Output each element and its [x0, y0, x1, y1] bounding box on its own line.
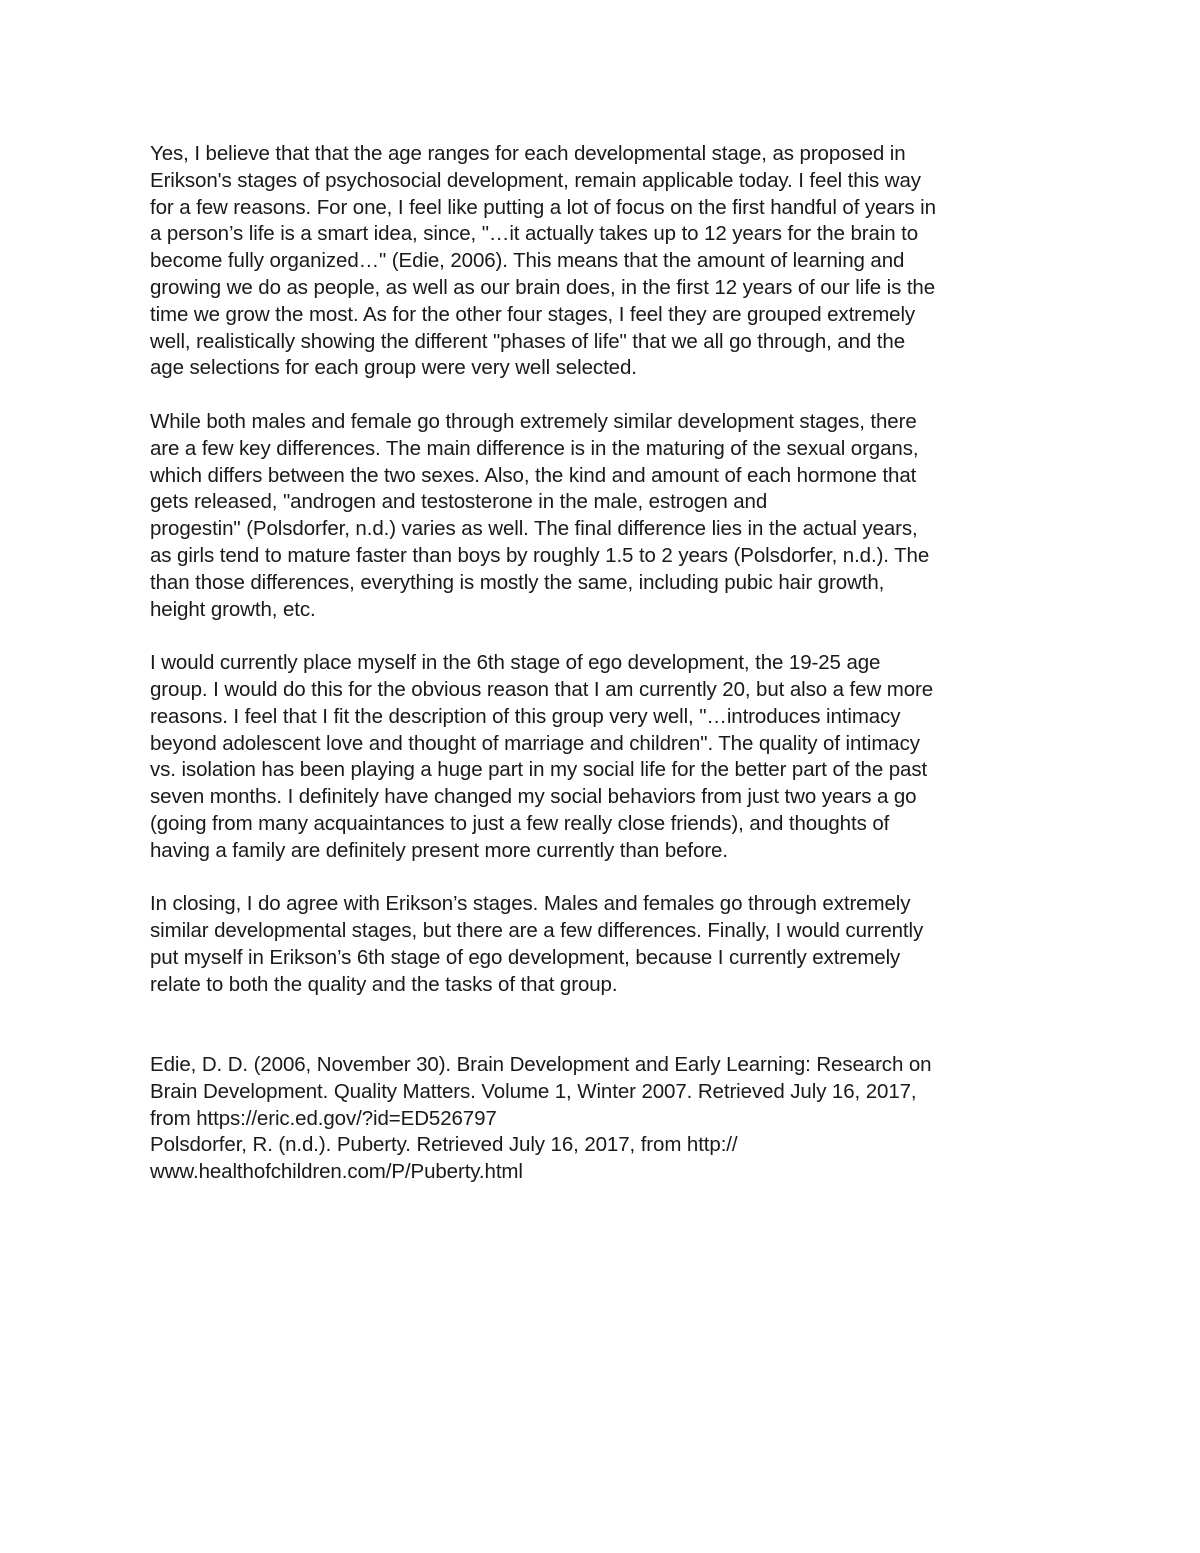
- document-body: [150, 141, 1055, 1186]
- reference-edie: Edie, D. D. (2006, November 30). Brain Development and Early Learning: Research on Brain Development. Quality Matters. Volume 1, Winter 2007. Retrieved July 16, 2017, from https://eric.ed.gov/?id=ED526797: [150, 1053, 932, 1130]
- references-section: [150, 1052, 1055, 1186]
- paragraph-intro: Yes, I believe that that the age ranges for each developmental stage, as proposed in Erikson's stages of psychosocial development, remain applicable today. I feel this way for a few reasons. For one, I feel like putting a lot of focus on the first handful of years in a person’s life is a smart idea, since, "…it actually takes up to 12 years for the brain to become fully organized…" (Edie, 2006). This means that the amount of learning and growing we do as people, as well as our brain does, in the first 12 years of our life is the time we grow the most. As for the other four stages, I feel they are grouped extremely well, realistically showing the different "phases of life" that we all go through, and the age selections for each group were very well selected.: [150, 142, 936, 380]
- reference-polsdorfer: Polsdorfer, R. (n.d.). Puberty. Retrieved July 16, 2017, from http:// www.healthofchildren.com/P/Puberty.html: [150, 1133, 738, 1184]
- paragraph-conclusion: In closing, I do agree with Erikson’s stages. Males and females go through extremely similar developmental stages, but there are a few differences. Finally, I would currently put myself in Erikson’s 6th stage of ego development, because I currently extremely relate to both the quality and the tasks of that group.: [150, 892, 924, 996]
- paragraph-personal-stage: I would currently place myself in the 6th stage of ego development, the 19-25 age group. I would do this for the obvious reason that I am currently 20, but also a few more reasons. I feel that I fit the description of this group very well, "…introduces intimacy beyond adolescent love and thought of marriage and children". The quality of intimacy vs. isolation has been playing a huge part in my social life for the better part of the past seven months. I definitely have changed my social behaviors from just two years a go (going from many acquaintances to just a few really close friends), and thoughts of having a family are definitely present more currently than before.: [150, 651, 934, 862]
- paragraph-gender-differences: While both males and female go through extremely similar development stages, there are a few key differences. The main difference is in the maturing of the sexual organs, which differs between the two sexes. Also, the kind and amount of each hormone that gets released, "androgen and testosterone in the male, estrogen and progestin" (Polsdorfer, n.d.) varies as well. The final difference lies in the actual years, as girls tend to mature faster than boys by roughly 1.5 to 2 years (Polsdorfer, n.d.). The than those differences, everything is mostly the same, including pubic hair growth, height growth, etc.: [150, 409, 930, 621]
